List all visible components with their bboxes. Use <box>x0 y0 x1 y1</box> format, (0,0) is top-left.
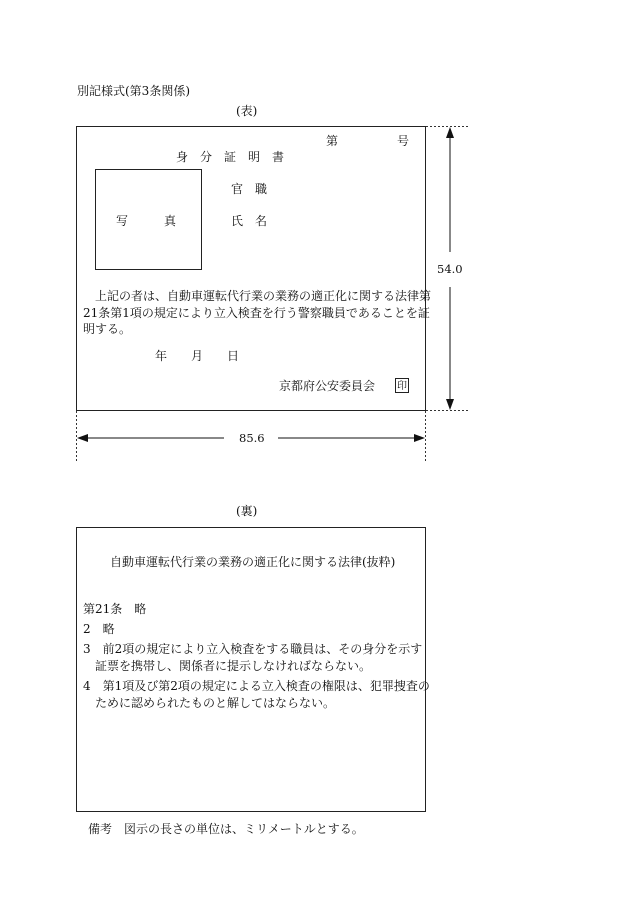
article-item: 4 第1項及び第2項の規定による立入検査の権限は、犯罪捜査のために認められたものと解してはならない。 <box>83 679 430 710</box>
issue-date: 年 月 日 <box>155 349 240 363</box>
front-label: (表) <box>236 104 258 118</box>
statement-line: 明する。 <box>83 322 132 336</box>
width-dimension: 85.6 <box>239 431 265 445</box>
back-card <box>76 527 430 812</box>
width-arrow-left <box>77 434 88 442</box>
statement-line: 上記の者は、自動車運転代行業の業務の適正化に関する法律第 <box>83 289 432 303</box>
height-dimension: 54.0 <box>437 262 463 276</box>
seal-mark: 印 <box>395 378 409 393</box>
article-item: 第21条 略 <box>83 602 147 616</box>
issuer: 京都府公安委員会 <box>279 379 376 393</box>
height-arrow-bottom <box>446 399 454 410</box>
form-caption: 別記様式(第3条関係) <box>77 84 190 98</box>
height-arrow-top <box>446 127 454 138</box>
article-item: 2 略 <box>83 622 115 636</box>
law-title: 自動車運転代行業の業務の適正化に関する法律(抜粋) <box>110 555 396 569</box>
name-label: 氏 名 <box>231 214 268 228</box>
width-arrow-right <box>414 434 425 442</box>
number-go: 号 <box>397 134 410 148</box>
back-label: (裏) <box>236 504 258 518</box>
rank-label: 官 職 <box>231 182 268 196</box>
article-item: 3 前2項の規定により立入検査をする職員は、その身分を示す証票を携帯し、関係者に提示しなければならない。 <box>83 642 423 673</box>
card-title: 身 分 証 明 書 <box>176 150 285 164</box>
statement-line: 21条第1項の規定により立入検査を行う警察職員であることを証 <box>83 305 430 320</box>
photo-label: 写 真 <box>116 214 177 228</box>
number-dai: 第 <box>326 134 339 148</box>
note: 備考 図示の長さの単位は、ミリメートルとする。 <box>88 822 364 836</box>
